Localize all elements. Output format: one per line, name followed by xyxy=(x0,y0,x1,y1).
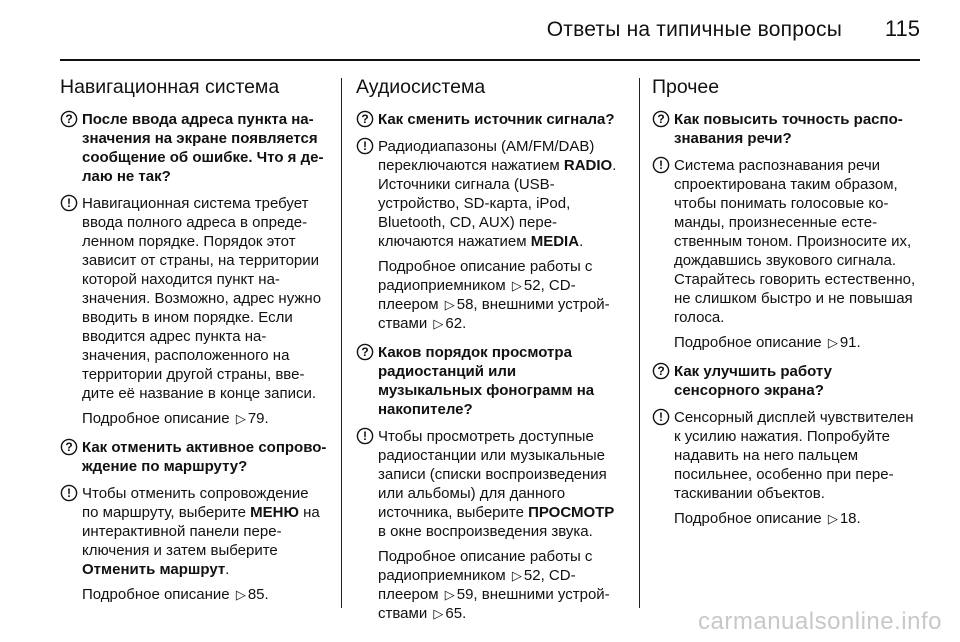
reference-line: Подробное описание работы с радиоприемником ▷ 52, CD-плеером ▷ 59, внешними устройствами ▷ 65. xyxy=(378,548,610,622)
arrow-right-icon: ▷ xyxy=(444,297,455,312)
exclamation-circle-icon xyxy=(652,156,670,174)
page-title: Ответы на типичные вопросы xyxy=(546,18,842,41)
question-circle-icon xyxy=(356,343,374,361)
column-divider xyxy=(341,78,342,608)
exclamation-circle-icon xyxy=(652,408,670,426)
faq-answer: ! Чтобы просмотреть доступные радиостанции или музыкальные записи (списки воспроизведения или альбомы) для данного источника, выберите ПРОСМОТР в окне воспроизведения звука. xyxy=(356,427,624,541)
arrow-right-icon: ▷ xyxy=(827,511,838,526)
section-title: Прочее xyxy=(652,76,720,98)
exclamation-circle-icon xyxy=(60,484,78,502)
page-reference-link[interactable]: 91. xyxy=(839,334,861,351)
column-other xyxy=(652,74,920,608)
arrow-right-icon: ▷ xyxy=(511,278,522,293)
svg-text:?: ? xyxy=(657,364,665,379)
arrow-right-icon: ▷ xyxy=(511,568,522,583)
faq-answer: ! Сенсорный дисплей чувствителен к усилию нажатия. Попробуйте надавить на него пальцем посильнее, особенно при перетаскивании объектов. xyxy=(652,408,920,503)
section-title: Навигационная система xyxy=(60,76,280,98)
svg-text:!: ! xyxy=(659,158,663,173)
reference-line: Подробное описание ▷ 91. xyxy=(674,334,861,351)
exclamation-circle-icon xyxy=(60,194,78,212)
question-circle-icon xyxy=(652,110,670,128)
reference-line: Подробное описание ▷ 18. xyxy=(674,510,861,527)
faq-question: ? Как улучшить работу сенсорного экрана? xyxy=(652,362,920,400)
question-circle-icon xyxy=(60,110,78,128)
page-reference-link[interactable]: 65. xyxy=(445,605,467,622)
arrow-right-icon: ▷ xyxy=(444,587,455,602)
watermark: carmanualsonline.info xyxy=(698,608,942,635)
column-divider xyxy=(639,78,640,608)
page-reference-link[interactable]: 85. xyxy=(247,586,269,603)
faq-answer: ! Радиодиапазоны (AM/FM/DAB) переключаются нажатием RADIO. Источники сигнала (USB-устройство, SD-карта, iPod, Bluetooth, CD, AUX) переключаются нажатием MEDIA. xyxy=(356,137,624,251)
page-reference-link[interactable]: 62. xyxy=(445,315,467,332)
svg-text:!: ! xyxy=(67,196,71,211)
page-reference-link[interactable]: 59, внешними устройствами xyxy=(378,586,610,622)
svg-text:?: ? xyxy=(657,112,665,127)
question-circle-icon xyxy=(652,362,670,380)
exclamation-circle-icon xyxy=(356,137,374,155)
column-navigation xyxy=(60,74,328,608)
page-reference-link[interactable]: 58, внешними устройствами xyxy=(378,296,610,332)
faq-answer: ! Чтобы отменить сопровождение по маршруту, выберите МЕНЮ на интерактивной панели переключения и затем выберите Отменить маршрут. xyxy=(60,484,328,579)
faq-question: ? Как повысить точность распознавания речи? xyxy=(652,110,920,148)
page-number: 115 xyxy=(884,16,920,41)
svg-text:?: ? xyxy=(361,112,369,127)
arrow-right-icon: ▷ xyxy=(235,587,246,602)
page-reference-link[interactable]: 18. xyxy=(839,510,861,527)
reference-line: Подробное описание работы с радиоприемником ▷ 52, CD-плеером ▷ 58, внешними устройствами ▷ 62. xyxy=(378,258,610,332)
faq-answer: ! Система распознавания речи спроектирована таким образом, чтобы понимать голосовые команды, произнесенные естественным тоном. Произносите их, дождавшись звукового сигнала. Старайтесь говорить естественно, не слишком быстро и не повышая голоса. xyxy=(652,156,920,327)
page-header xyxy=(0,0,960,60)
question-circle-icon xyxy=(356,110,374,128)
column-audio xyxy=(356,74,624,622)
page-reference-link[interactable]: 52, CD-плеером xyxy=(378,567,576,603)
svg-text:!: ! xyxy=(363,429,367,444)
faq-question: ? Как отменить активное сопровождение по маршруту? xyxy=(60,438,328,476)
reference-line: Подробное описание ▷ 79. xyxy=(82,410,269,427)
arrow-right-icon: ▷ xyxy=(827,335,838,350)
svg-text:!: ! xyxy=(363,139,367,154)
faq-question: ? После ввода адреса пункта назначения на экране появляется сообщение об ошибке. Что я делаю не так? xyxy=(60,110,328,186)
faq-question: ? Как сменить источник сигнала? xyxy=(356,110,624,129)
page-reference-link[interactable]: 52, CD-плеером xyxy=(378,277,576,313)
section-title: Аудиосистема xyxy=(356,76,486,98)
header-divider xyxy=(60,59,920,61)
arrow-right-icon: ▷ xyxy=(235,411,246,426)
arrow-right-icon: ▷ xyxy=(433,606,444,621)
svg-text:?: ? xyxy=(361,345,369,360)
page-reference-link[interactable]: 79. xyxy=(247,410,269,427)
faq-question: ? Каков порядок просмотра радиостанций или музыкальных фонограмм на накопителе? xyxy=(356,343,624,419)
reference-line: Подробное описание ▷ 85. xyxy=(82,586,269,603)
exclamation-circle-icon xyxy=(356,427,374,445)
svg-text:?: ? xyxy=(65,440,73,455)
svg-text:!: ! xyxy=(659,410,663,425)
svg-text:!: ! xyxy=(67,486,71,501)
faq-answer: ! Навигационная система требует ввода полного адреса в определенном порядке. Порядок этот зависит от страны, на территории которой находится пункт назначения. Возможно, адрес нужно вводить в ином порядке. Если вводится адрес пункта назначения, расположенного на территории другой страны, введите её название в конце записи. xyxy=(60,194,328,403)
arrow-right-icon: ▷ xyxy=(433,316,444,331)
svg-text:?: ? xyxy=(65,112,73,127)
question-circle-icon xyxy=(60,438,78,456)
